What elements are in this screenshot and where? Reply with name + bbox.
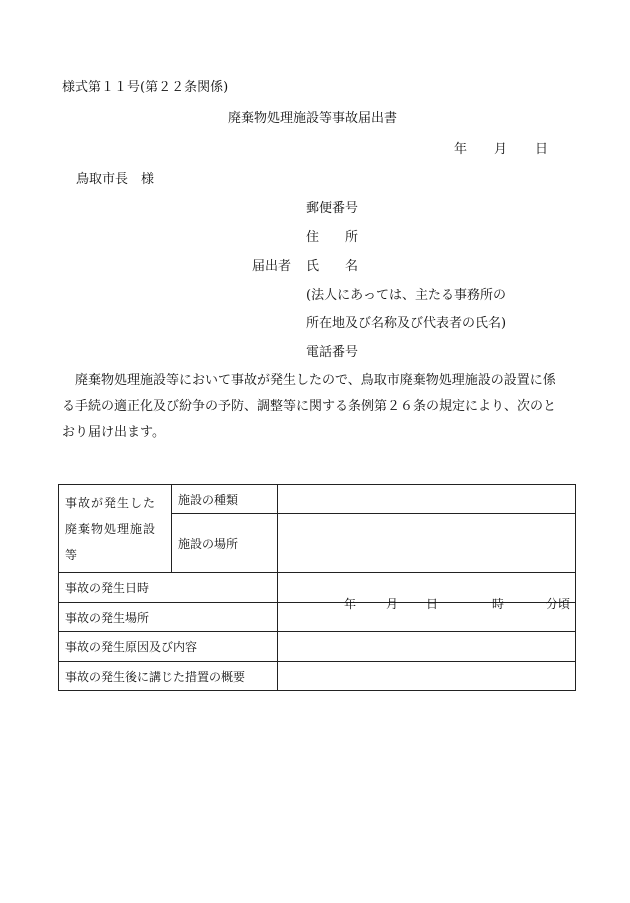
date-day-label: 日	[535, 142, 549, 157]
dt-month-label: 月	[386, 596, 399, 611]
date-year-label: 年	[454, 142, 468, 157]
addressee: 鳥取市長 様	[76, 172, 155, 187]
corporate-note-line1: (法人にあっては、主たる事務所の	[306, 288, 506, 303]
dt-hour-label: 時	[492, 596, 505, 611]
measures-field[interactable]	[278, 662, 576, 691]
facility-category-cell	[59, 485, 172, 573]
facility-type-label: 施設の種類	[172, 485, 278, 514]
accident-datetime-label: 事故の発生日時	[59, 573, 278, 603]
statement-paragraph	[62, 368, 576, 446]
page-title: 廃棄物処理施設等事故届出書	[228, 111, 398, 126]
statement-line: おり届け出ます。	[62, 425, 165, 440]
dt-minute-label: 分頃	[546, 596, 571, 611]
measures-label: 事故の発生後に講じた措置の概要	[59, 662, 278, 691]
table-row	[59, 573, 576, 603]
dt-year-label: 年	[344, 596, 357, 611]
statement-line: 廃棄物処理施設等において事故が発生したので、鳥取市廃棄物処理施設の設置に係	[62, 373, 556, 388]
date-month-label: 月	[494, 142, 508, 157]
applicant-role-label: 届出者	[252, 259, 292, 274]
facility-category-line: 廃棄物処理施設	[65, 521, 157, 536]
form-number: 様式第１１号(第２２条関係)	[62, 80, 229, 95]
facility-type-field[interactable]	[278, 485, 576, 514]
accident-cause-label: 事故の発生原因及び内容	[59, 632, 278, 662]
phone-label: 電話番号	[306, 345, 359, 360]
table-row	[59, 485, 576, 514]
accident-report-table	[58, 484, 576, 691]
accident-cause-field[interactable]	[278, 632, 576, 662]
accident-datetime-field[interactable]	[278, 573, 576, 611]
corporate-note-line2: 所在地及び名称及び代表者の氏名)	[306, 316, 507, 331]
facility-category-line: 事故が発生した	[65, 495, 157, 510]
postal-code-label: 郵便番号	[306, 201, 359, 216]
table-row	[59, 662, 576, 691]
address-label: 住 所	[306, 230, 359, 245]
accident-place-label: 事故の発生場所	[59, 603, 278, 632]
dt-day-label: 日	[426, 596, 439, 611]
facility-category-line: 等	[65, 547, 79, 562]
facility-location-field[interactable]	[278, 514, 576, 573]
facility-location-label: 施設の場所	[172, 514, 278, 573]
table-row	[59, 632, 576, 662]
statement-line: る手続の適正化及び紛争の予防、調整等に関する条例第２６条の規定により、次のと	[62, 399, 557, 414]
name-label: 氏 名	[306, 259, 359, 274]
